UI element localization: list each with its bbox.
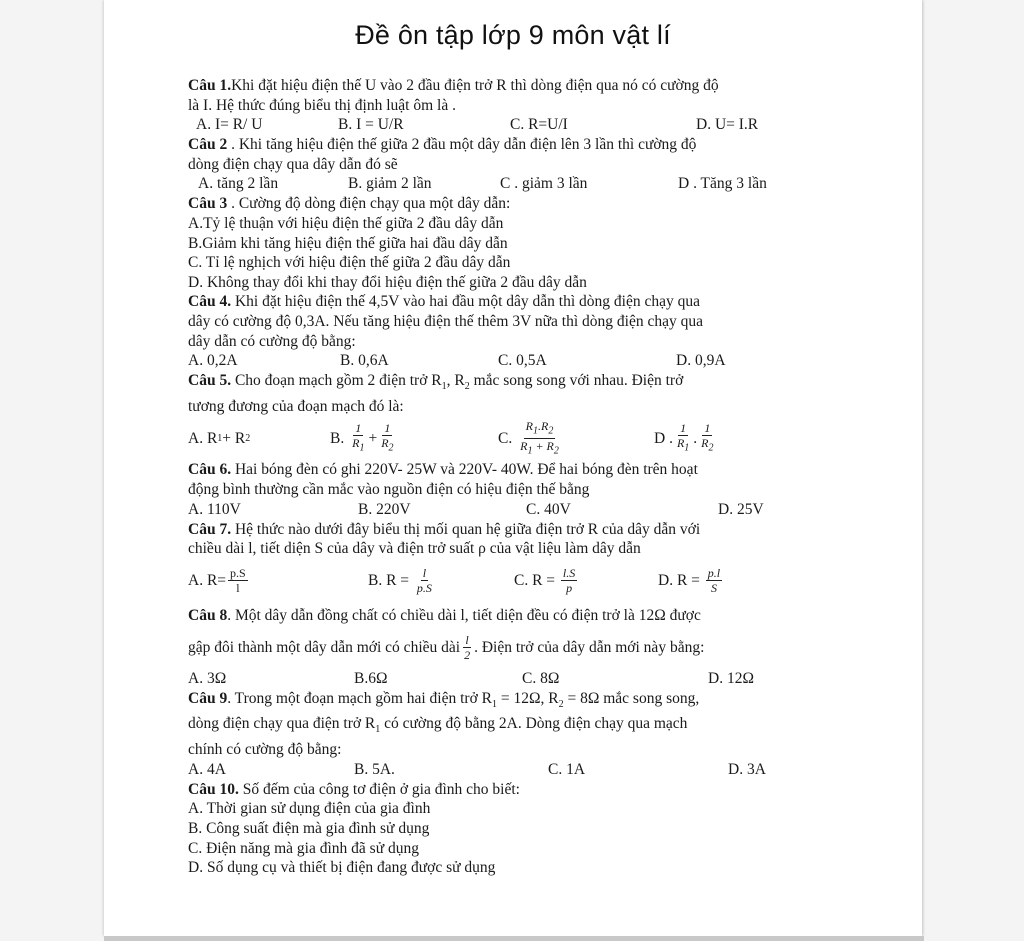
question-label: Câu 7. [188, 520, 232, 538]
question-label: Câu 6. [188, 461, 232, 479]
option-a: A. tăng 2 lần [198, 175, 279, 193]
question-text: gập đôi thành một dây dẫn mới có chiều dài [188, 638, 461, 656]
page-title: Đề ôn tập lớp 9 môn vật lí [355, 20, 671, 50]
question-7 [188, 520, 848, 603]
question-label: Câu 3 [188, 195, 228, 213]
question-9: Câu 9. Trong một đoạn mạch gồm hai điện trở $R_1 = 12\Omega$, $R_2 = 8\Omega$ mắc song song, dòng điện chạy qua điện trở $R_1$ có cường độ bằng 2A. Dòng điện chạy qua mạch chính có cường độ bằng: A. 4A B. 5A. C. 1A D. 3A [188, 689, 848, 780]
option-c: C. Tỉ lệ nghịch với hiệu điện thế giữa 2 đầu dây dẫn [188, 254, 511, 272]
question-6 [188, 460, 848, 519]
answer-options [188, 351, 848, 371]
option-c: C. 40V [526, 500, 571, 518]
question-text: dây dẫn có cường độ bằng: [188, 332, 356, 350]
option-d: D. 25V [718, 500, 764, 518]
question-text: chiều dài l, tiết diện S của dây và điện trở suất ρ của vật liệu làm dây dẫn [188, 540, 641, 558]
option-c: C. 0,5A [498, 352, 547, 370]
option-a: A. 0,2A [188, 352, 238, 370]
option-d: D. 3A [728, 760, 766, 778]
question-label: Câu 1. [188, 77, 232, 94]
option-b: B. 220V [358, 500, 411, 518]
question-text: tương đương của đoạn mạch đó là: [188, 397, 404, 415]
question-label: Câu 8 [188, 606, 228, 624]
question-text: là I. Hệ thức đúng biểu thị định luật ôm là . [188, 96, 456, 114]
question-2 [188, 135, 848, 194]
option-c: C. 8Ω [522, 669, 560, 687]
question-text: Khi đặt hiệu điện thế 4,5V vào hai đầu một dây dẫn thì dòng điện chạy qua [231, 293, 700, 311]
question-text: Hệ thức nào dưới đây biểu thị mối quan hệ giữa điện trở R của dây dẫn với [231, 520, 701, 538]
option-d: D. Số dụng cụ và thiết bị điện đang được sử dụng [188, 859, 496, 877]
option-b: B. $\frac{1}{R_1}$ + $\frac{1}{R_2}$ [330, 421, 394, 454]
question-text: dây có cường độ 0,3A. Nếu tăng hiệu điện thế thêm 3V nữa thì dòng điện chạy qua [188, 312, 703, 330]
option-c: C . giảm 3 lần [500, 175, 588, 193]
question-4 [188, 292, 848, 371]
question-5: Câu 5. Cho đoạn mạch gồm 2 điện trở $R_1$, $R_2$ mắc song song với nhau. Điện trở tương đương của đoạn mạch đó là: A. R 1 + R 2 B. $\frac{1}{R_1}$ + $\frac{1}{R_2}$ C. $\frac{R_1.R_2}{R_1 + R_2}$ D . $\frac{1}{R_1}$ . $\frac{1}{R_2}$ [188, 371, 848, 460]
question-10 [188, 780, 848, 878]
question-1 [188, 76, 848, 135]
option-b: B. I = U/R [338, 116, 404, 134]
question-label: Câu 2 [188, 136, 228, 154]
option-d: D . Tăng 3 lần [678, 175, 767, 193]
option-b: B. 0,6A [340, 352, 389, 370]
option-a: A. 4A [188, 760, 226, 778]
option-d: D. U= I.R [696, 116, 759, 134]
answer-options [188, 559, 848, 603]
document-page [104, 0, 922, 936]
option-d: D. Không thay đổi khi thay đổi hiệu điện thế giữa 2 đầu dây dẫn [188, 273, 587, 291]
fraction: $\frac{1}{R_1}$ [352, 421, 365, 454]
answer-options [188, 174, 848, 194]
question-text: Hai bóng đèn có ghi 220V- 25W và 220V- 40W. Để hai bóng đèn trên hoạt [231, 461, 698, 479]
fraction: $\frac{R_1.R_2}{R_1 + R_2}$ [520, 418, 559, 457]
question-8 [188, 603, 848, 689]
option-c: C. $\frac{R_1.R_2}{R_1 + R_2}$ [498, 418, 559, 457]
fraction: $\frac{1}{R_2}$ [701, 421, 714, 454]
question-text: động bình thường cần mắc vào nguồn điện có hiệu điện thế bằng [188, 481, 590, 498]
question-label: Câu 10. [188, 780, 239, 798]
option-c: C. 1A [548, 760, 586, 778]
option-a: A. R 1 + R 2 [188, 429, 251, 447]
option-a: A.Tỷ lệ thuận với hiệu điện thế giữa 2 đầu dây dẫn [188, 214, 504, 232]
option-d: D. R = $\frac{p.l}{S}$ [658, 566, 721, 596]
option-a: A. Thời gian sử dụng điện của gia đình [188, 800, 431, 818]
option-c: C. R=U/I [510, 116, 568, 134]
question-label: Câu 4. [188, 293, 232, 311]
option-c: C. Điện năng mà gia đình đã sử dụng [188, 839, 419, 857]
fraction: $\frac{p.l}{S}$ [707, 566, 721, 596]
answer-options [188, 115, 848, 135]
question-text: . Khi tăng hiệu điện thế giữa 2 đầu một dây dẫn điện lên 3 lần thì cường độ [227, 136, 697, 154]
option-c: C. R = $\frac{l.S}{p}$ [514, 566, 576, 596]
option-b: B.Giảm khi tăng hiệu điện thế giữa hai đầu dây dẫn [188, 234, 508, 252]
option-d: D . $\frac{1}{R_1}$ . $\frac{1}{R_2}$ [654, 421, 714, 454]
question-text: . Một dây dẫn đồng chất có chiều dài l, tiết diện đều có điện trở là 12Ω được [227, 606, 701, 624]
question-text: chính có cường độ bằng: [188, 741, 342, 759]
question-text: Số đếm của công tơ điện ở gia đình cho biết: [238, 780, 520, 798]
question-text: . Cường độ dòng điện chạy qua một dây dẫn: [227, 195, 511, 213]
option-a: A. R= $\frac{p.S}{l}$ [188, 566, 246, 596]
option-b: B. giảm 2 lần [348, 175, 432, 193]
question-label: Câu 9 [188, 689, 228, 707]
option-a: A. I= R/ U [196, 116, 263, 134]
fraction: $\frac{1}{R_1}$ [676, 421, 690, 454]
answer-options [188, 669, 848, 689]
option-b: B. Công suất điện mà gia đình sử dụng [188, 819, 430, 837]
page-bottom-edge [104, 936, 924, 941]
fraction: $\frac{l}{p.S}$ [416, 566, 432, 596]
fraction: $\frac{l.S}{p}$ [562, 566, 576, 596]
question-text: Khi đặt hiệu điện thế U vào 2 đầu điện trở R thì dòng điện qua nó có cường độ [231, 77, 719, 94]
fraction: $\frac{1}{R_2}$ [381, 421, 394, 454]
answer-options [188, 500, 848, 520]
fraction: $\frac{l}{2}$ [464, 633, 471, 663]
option-b: B.6Ω [354, 669, 388, 687]
answer-options [188, 416, 848, 460]
option-d: D. 12Ω [708, 669, 754, 687]
option-b: B. R = $\frac{l}{p.S}$ [368, 566, 432, 596]
option-b: B. 5A. [354, 760, 395, 778]
question-text: dòng điện chạy qua dây dẫn đó sẽ [188, 155, 398, 173]
option-d: D. 0,9A [676, 352, 726, 370]
question-label: Câu 5. [188, 372, 232, 390]
fraction: $\frac{p.S}{l}$ [230, 566, 246, 596]
question-list [188, 76, 848, 878]
option-a: A. 3Ω [188, 669, 227, 687]
question-3 [188, 194, 848, 292]
answer-options [188, 760, 848, 780]
question-text: . Điện trở của dây dẫn mới này bằng: [474, 638, 705, 656]
option-a: A. 110V [188, 500, 241, 518]
